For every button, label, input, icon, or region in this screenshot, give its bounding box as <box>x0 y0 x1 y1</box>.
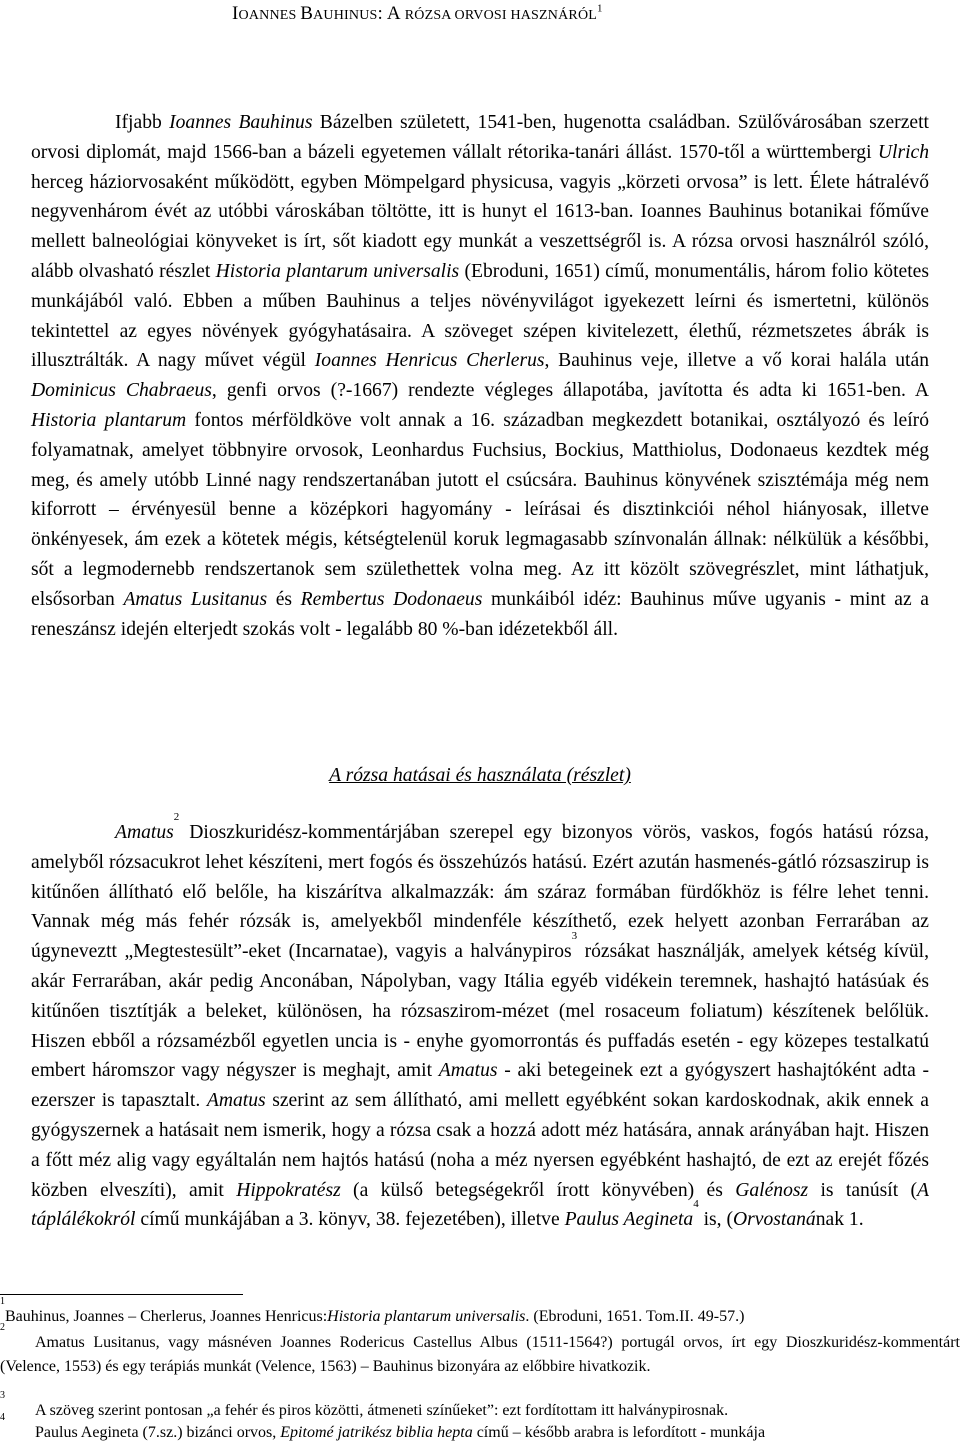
book-title: A táplálékokról <box>31 1179 930 1231</box>
person-name: Amatus <box>115 822 174 843</box>
title-initial: B <box>300 3 314 24</box>
book-title: Historia plantarum universalis <box>327 1308 526 1325</box>
footnote-4: $^4$Paulus Aegineta (7.sz.) bizánci orvos, Epitomé jatrikész biblia hepta című – később arabra is lefordított - munkája <box>0 1412 766 1441</box>
footnote-2: $^2$Amatus Lusitanus, vagy másnéven Joannes Rodericus Castellus Albus (1511-1564?) portugál orvos, írt egy Dioszkuridész-kommentárt (Velence, 1553) és egy terápiás munkát (Velence, 1563) – Bauhinus bizonyára az előbbire hivatkozik. <box>0 1322 960 1375</box>
person-name: Amatus <box>438 1060 498 1082</box>
person-name: Ioannes Henricus Cherlerus <box>314 350 545 372</box>
title-smallcaps: OANNES <box>238 8 301 23</box>
book-title: Epitomé jatrikész biblia hepta <box>280 1424 473 1441</box>
footnote-ref: 1 <box>597 2 603 15</box>
footnote-ref: 4 <box>693 1198 699 1211</box>
person-name: Amatus Lusitanus <box>123 588 268 610</box>
footnote-1: $^1$Bauhinus, Joannes – Cherlerus, Joannes Henricus:Historia plantarum universalis. (Ebroduni, 1651. Tom.II. 49-57.) <box>0 1296 745 1325</box>
footnote-number: 3 <box>0 1390 5 1401</box>
document-title <box>232 3 603 25</box>
person-name: Amatus <box>206 1090 266 1112</box>
book-title: Historia plantarum <box>31 409 187 431</box>
section-heading: A rózsa hatásai és használata (részlet) <box>329 765 631 786</box>
person-name: Dominicus Chabraeus <box>31 380 212 402</box>
person-name: Rembertus Dodonaeus <box>300 588 483 610</box>
intro-paragraph: Ifjabb Ioannes Bauhinus Bázelben született, 1541-ben, hugenotta családban. Szülővárosában szerzett orvosi diplomát, majd 1566-ban a bázeli egyetemen vállalt rétorika-tanári állást. 1570-től a württembergi Ulrich herceg háziorvosaként működött, egyben Mömpelgard physicusa, vagyis „körzeti orvosa” is lett. Élete hátralévő negyvenhárom évét az utóbbi városkában töltötte, itt is hunyt el 1613-ban. Ioannes Bauhinus botanikai főműve mellett balneológiai könyveket is írt, sőt kiadott egy munkát a veszettségről is. A rózsa orvosi használról szóló, alább olvasható részlet Historia plantarum universalis (Ebroduni, 1651) című, monumentális, három folio kötetes munkájából való. Ebben a műben Bauhinus a teljes növényvilágot igyekezett leírni és ismertetni, különös tekintettel az egyes növények gyógyhatásaira. A szöveget szépen kivitelezett, élethű, rézmetszetes ábrák is illusztrálták. A nagy művet végül Ioannes Henricus Cherlerus, Bauhinus veje, illetve a vő korai halála után Dominicus Chabraeus, genfi orvos (?-1667) rendezte végleges állapotába, javította és adta ki 1651-ben. A Historia plantarum fontos mérföldköve volt annak a 16. században megkezdett botanikai, osztályozó és leíró folyamatnak, amelyet többnyire orvosok, Leonhardus Fuchsius, Bockius, Matthiolus, Dodonaeus kezdtek még meg, és amely utóbb Linné nagy rendszertanában jutott el csúcsára. Bauhinus könyvének szisztémája még nem kiforrott – érvényesül benne a középkori hagyomány - leírásai és disztinkciói néhol hiányosak, illetve önkényesek, ám ezek a kötetek mégis, kétségtelenül koruk legmagasabb színvonalán állnak: nélkülük a későbbi, sőt a legmodernebb rendszertanok sem születhettek volna meg. Az itt közölt szövegrészlet, mint láthatjuk, elsősorban Amatus Lusitanus és Rembertus Dodonaeus munkáiból idéz: Bauhinus műve ugyanis - mint az a reneszánsz idején elterjedt szokás volt - legalább 80 %-ban idézetekből áll. <box>31 112 930 640</box>
title-initial: I <box>232 3 239 24</box>
person-name: Hippokratész <box>236 1179 341 1201</box>
footnote-ref: 2 <box>173 811 180 823</box>
title-smallcaps: AUHINUS <box>313 8 378 23</box>
footnote-3: $^3$A szöveg szerint pontosan „a fehér és piros közötti, átmeneti színűeket”: ezt fordítottam itt halványpirosnak. <box>0 1390 729 1419</box>
footnote-number: 4 <box>0 1412 5 1423</box>
person-name: Galénosz <box>735 1179 809 1201</box>
footnote-number: 1 <box>0 1296 5 1307</box>
book-title: Orvostaná <box>733 1209 816 1231</box>
body-paragraph: Amatus$^2$ Dioszkuridész-kommentárjában szerepel egy bizonyos vörös, vaskos, fogós hatású rózsa, amelyből rózsacukrot lehet készíteni, mert fogós és összehúzós hatású. Ezért azután hasmenés-gátló rózsaszirup is kitűnően állítható elő belőle, ha kiszárítva alkalmazzák: ám száraz formában fürdőkhöz is félre lehet tenni. Vannak még más fehér rózsák is, amelyekből mindenféle készíthető, ezek helyett azonban Ferrarában az úgyneveztt „Megtestesült”-eket (Incarnatae), vagyis a halványpiros$^3$ rózsákat használják, amelyek kétség kívül, akár Ferrarában, akár pedig Anconában, Nápolyban, vagy Itália egyéb vidékein teremnek, hashajtó hatásúak és kitűnően tisztítják a beleket, különösen, ha rózsaszirom-mézet (mel rosaceum foliatum) készítenek belőlük. Hiszen ebből a rózsamézből egyetlen uncia is - enyhe gyomorrontás és puffadás esetén - egy közepes testalkatú embert háromszor vagy négyszer is meghajt, amit Amatus - aki betegeinek ezt a gyógyszert hashajtóként adta - ezerszer is tapasztalt. Amatus szerint az sem állítható, ami mellett egyébként sokan kardoskodnak, akik ennek a gyógyszernek a hatásait nem ismerik, hogy a rózsa csak a hozzá adott méz hatására, annak arányában hajt. Hiszen a főtt méz alig vagy egyáltalán nem hajtós hatású (noha a méz nyersen egyébként hashajtó, de ezt az erejét főzés közben elveszíti), amit Hippokratész (a külső betegségekről írott könyvében) és Galénosz is tanúsít (A táplálékokról című munkájában a 3. könyv, 38. fejezetében), illetve Paulus Aegineta$^4$ is, (Orvostanának 1. <box>31 811 930 1231</box>
person-name: Ioannes Bauhinus <box>169 112 313 133</box>
footnote-number: 2 <box>0 1322 5 1333</box>
book-title: Historia plantarum universalis <box>215 260 460 282</box>
person-name: Ulrich <box>877 141 929 163</box>
title-smallcaps: RÓZSA ORVOSI HASZNÁRÓL <box>404 8 598 23</box>
person-name: Paulus Aegineta <box>564 1209 694 1231</box>
footnote-ref: 3 <box>571 930 578 943</box>
title-separator: : A <box>377 3 405 24</box>
footnote-divider <box>0 1294 243 1295</box>
